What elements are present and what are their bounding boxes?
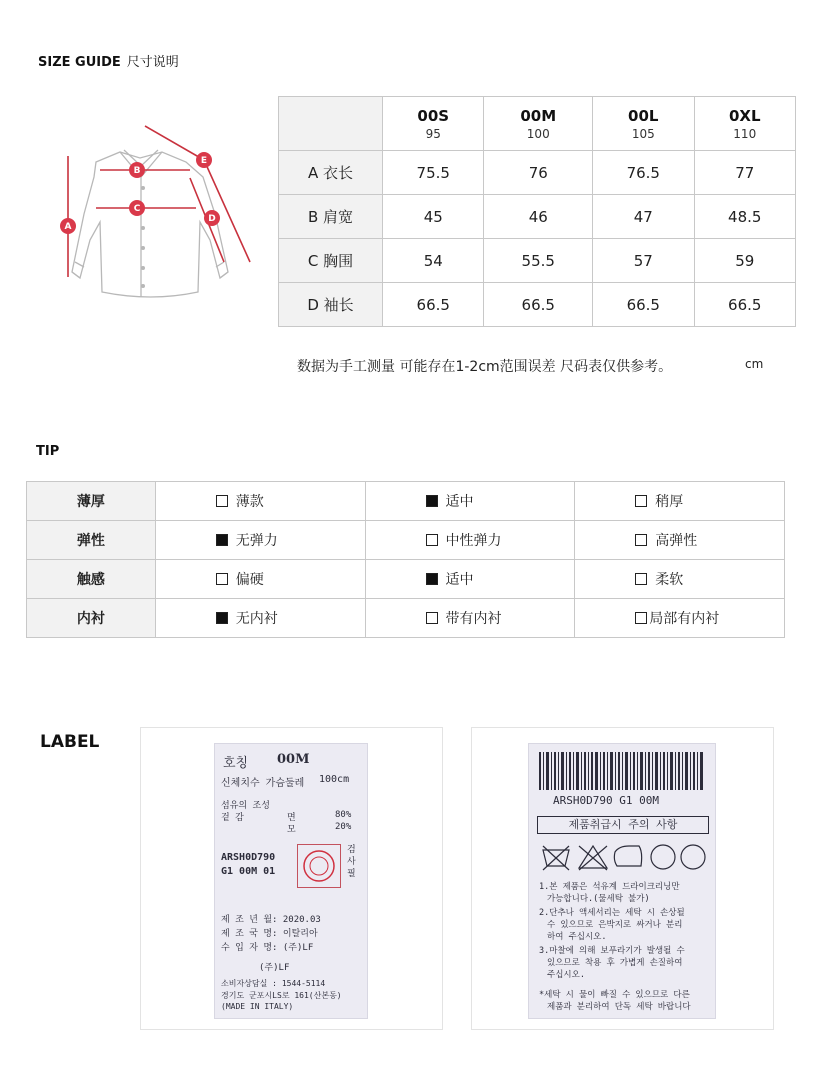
row-label: D 袖长 <box>279 283 383 327</box>
care-3a: 3.마찰에 의해 보푸라기가 발생될 수 <box>539 946 685 956</box>
table-cell: 77 <box>694 151 796 195</box>
table-row <box>27 599 785 638</box>
care-2c: 하여 주십시오. <box>547 932 607 942</box>
fiber-2-pct: 20% <box>335 822 352 832</box>
tip-option: 高弹性 <box>575 521 785 560</box>
fiber-2: 모 <box>287 825 296 835</box>
table-row <box>27 482 785 521</box>
tip-option: 无弹力 <box>155 521 365 560</box>
care-3b: 있으므로 착용 후 가볍게 손질하여 <box>547 958 683 968</box>
size-column-header: 00L 105 <box>593 97 694 151</box>
importer: 수 입 자 명: (주)LF <box>221 943 314 953</box>
consumer-phone: 소비자상담실 : 1544-5114 <box>221 979 326 988</box>
fiber-1: 면 <box>287 813 296 823</box>
checkbox-icon <box>426 612 438 624</box>
inspection-seal-icon <box>298 845 340 887</box>
tip-option: 适中 <box>365 560 575 599</box>
table-cell: 76 <box>484 151 593 195</box>
shirt-measurement-diagram <box>38 122 260 307</box>
country-of-origin: 제 조 국 명: 이탈리아 <box>221 929 318 939</box>
tip-option: 无内衬 <box>155 599 365 638</box>
care-2a: 2.단추나 액세서리는 세탁 시 손상될 <box>539 908 685 918</box>
care-2b: 수 있으므로 은박지로 싸거나 분리 <box>547 920 683 930</box>
label-photo-back <box>471 727 774 1030</box>
tip-row-heading: 内衬 <box>27 599 156 638</box>
checked-box-icon <box>216 612 228 624</box>
table-row <box>27 521 785 560</box>
table-cell: 66.5 <box>593 283 694 327</box>
checked-box-icon <box>426 573 438 585</box>
table-row <box>27 560 785 599</box>
checkbox-icon <box>216 573 228 585</box>
care-1a: 1.본 제품은 석유계 드라이크리닝만 <box>539 882 680 892</box>
checkbox-icon <box>216 495 228 507</box>
row-label: C 胸围 <box>279 239 383 283</box>
table-cell: 57 <box>593 239 694 283</box>
inspection-box <box>297 844 341 888</box>
tip-option: 稍厚 <box>575 482 785 521</box>
checkbox-icon <box>635 534 647 546</box>
label-photo-front <box>140 727 443 1030</box>
table-row <box>279 151 796 195</box>
outer-label: 겉 감 <box>221 813 244 823</box>
table-cell: 59 <box>694 239 796 283</box>
tip-row-heading: 触感 <box>27 560 156 599</box>
table-row <box>279 195 796 239</box>
row-label: A 衣长 <box>279 151 383 195</box>
table-cell: 76.5 <box>593 151 694 195</box>
care-symbols-icon <box>541 842 707 872</box>
size-guide-heading: SIZE GUIDE <box>38 55 121 70</box>
table-row <box>279 239 796 283</box>
marker-b: B <box>133 166 141 176</box>
table-cell: 45 <box>383 195 484 239</box>
tip-option: 薄款 <box>155 482 365 521</box>
manufacture-date: 제 조 년 월: 2020.03 <box>221 915 321 925</box>
size-table <box>278 96 796 327</box>
tip-option: 局部有内衬 <box>575 599 785 638</box>
size-table-header-row <box>279 97 796 151</box>
tip-row-heading: 薄厚 <box>27 482 156 521</box>
table-cell: 46 <box>484 195 593 239</box>
size-line: 호칭 <box>223 756 249 771</box>
table-cell: 66.5 <box>694 283 796 327</box>
checkbox-icon <box>635 573 647 585</box>
marker-e: E <box>200 156 208 166</box>
size-note: 数据为手工测量 可能存在1-2cm范围误差 尺码表仅供参考。 <box>297 359 673 375</box>
code-line-1: ARSH0D790 <box>221 852 276 863</box>
checkbox-icon <box>426 534 438 546</box>
care-4a: *세탁 시 물이 빠질 수 있으므로 다른 <box>539 990 690 1000</box>
fiber-title: 섬유의 조성 <box>221 801 270 811</box>
size-table-corner <box>279 97 383 151</box>
size-unit: cm <box>745 357 764 371</box>
barcode-icon <box>539 752 705 790</box>
tip-row-heading: 弹性 <box>27 521 156 560</box>
code-line-2: G1 00M 01 <box>221 866 276 877</box>
row-label: B 肩宽 <box>279 195 383 239</box>
care-tag-back <box>528 743 716 1019</box>
table-cell: 48.5 <box>694 195 796 239</box>
care-tag-front <box>214 743 368 1019</box>
marker-d: D <box>208 214 216 224</box>
checked-box-icon <box>426 495 438 507</box>
table-cell: 66.5 <box>484 283 593 327</box>
table-cell: 55.5 <box>484 239 593 283</box>
checkbox-icon <box>635 495 647 507</box>
size-guide-title <box>38 51 179 70</box>
tip-option: 柔软 <box>575 560 785 599</box>
care-3c: 주십시오. <box>547 970 585 980</box>
size-value: 00M <box>277 752 310 767</box>
care-1b: 가능합니다.(물세탁 불가) <box>547 894 650 904</box>
table-cell: 54 <box>383 239 484 283</box>
table-row <box>279 283 796 327</box>
address: 경기도 군포시LS로 161(산본동) <box>221 991 342 1000</box>
size-column-header: 00S 95 <box>383 97 484 151</box>
tip-option: 带有内衬 <box>365 599 575 638</box>
tip-table <box>26 481 785 638</box>
label-title: LABEL <box>40 732 100 752</box>
checked-box-icon <box>216 534 228 546</box>
inspection-mark: 검사필 <box>347 845 356 879</box>
size-guide-subtitle: 尺寸说明 <box>126 55 179 70</box>
marker-a: A <box>64 222 72 232</box>
checkbox-icon <box>635 612 647 624</box>
brand: (주)LF <box>259 963 290 973</box>
marker-c: C <box>133 204 141 214</box>
table-cell: 75.5 <box>383 151 484 195</box>
tip-option: 偏硬 <box>155 560 365 599</box>
fiber-1-pct: 80% <box>335 810 352 820</box>
product-code: ARSH0D790 G1 00M <box>553 794 659 807</box>
chest-value: 100cm <box>319 774 350 785</box>
made-in: (MADE IN ITALY) <box>221 1002 294 1011</box>
table-cell: 66.5 <box>383 283 484 327</box>
table-cell: 47 <box>593 195 694 239</box>
size-column-header: 00M 100 <box>484 97 593 151</box>
care-4b: 제품과 분리하여 단독 세탁 바랍니다 <box>547 1002 691 1012</box>
tip-title: TIP <box>36 444 60 459</box>
chest-line: 신체치수 가슴둘레 <box>221 778 305 789</box>
tip-option: 适中 <box>365 482 575 521</box>
size-column-header: 0XL 110 <box>694 97 796 151</box>
tip-option: 中性弹力 <box>365 521 575 560</box>
care-title: 제품취급시 주의 사항 <box>537 816 709 834</box>
